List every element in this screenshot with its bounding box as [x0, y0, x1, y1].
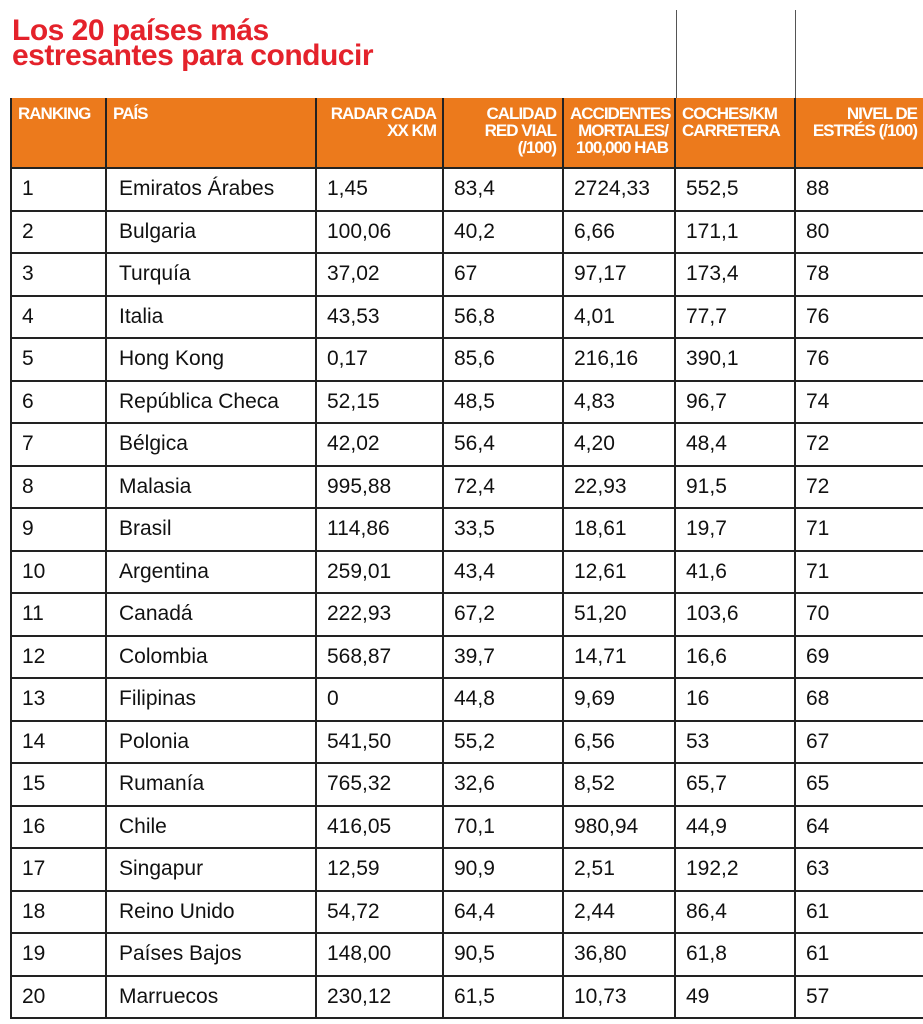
coches-cell: 49: [675, 976, 795, 1019]
table-row: [11, 508, 923, 551]
ranking-cell: 2: [11, 211, 106, 254]
table-row: [11, 848, 923, 891]
radar-cell: 541,50: [316, 721, 443, 764]
calidad-cell: 43,4: [443, 551, 563, 594]
calidad-cell: 56,8: [443, 296, 563, 339]
pais-cell: Marruecos: [106, 976, 316, 1019]
calidad-cell: 67,2: [443, 593, 563, 636]
calidad-cell: 48,5: [443, 381, 563, 424]
calidad-cell: 55,2: [443, 721, 563, 764]
coches-cell: 390,1: [675, 338, 795, 381]
estres-cell: 61: [795, 933, 923, 976]
ranking-cell: 16: [11, 806, 106, 849]
coches-cell: 173,4: [675, 253, 795, 296]
radar-cell: 1,45: [316, 168, 443, 211]
coches-cell: 171,1: [675, 211, 795, 254]
radar-cell: 222,93: [316, 593, 443, 636]
table-row: [11, 168, 923, 211]
coches-cell: 44,9: [675, 806, 795, 849]
calidad-cell: 72,4: [443, 466, 563, 509]
pais-cell: Argentina: [106, 551, 316, 594]
ranking-cell: 19: [11, 933, 106, 976]
accidentes-cell: 9,69: [563, 678, 675, 721]
calidad-cell: 90,5: [443, 933, 563, 976]
accidentes-cell: 18,61: [563, 508, 675, 551]
accidentes-cell: 4,20: [563, 423, 675, 466]
header-calidad-red-vial: CALIDAD RED VIAL (/100): [443, 98, 563, 168]
estres-cell: 67: [795, 721, 923, 764]
accidentes-cell: 10,73: [563, 976, 675, 1019]
coches-cell: 86,4: [675, 891, 795, 934]
ranking-cell: 12: [11, 636, 106, 679]
accidentes-cell: 51,20: [563, 593, 675, 636]
estres-cell: 61: [795, 891, 923, 934]
ranking-cell: 1: [11, 168, 106, 211]
header-pais: PAÍS: [106, 98, 316, 168]
radar-cell: 416,05: [316, 806, 443, 849]
coches-cell: 53: [675, 721, 795, 764]
estres-cell: 71: [795, 551, 923, 594]
radar-cell: 54,72: [316, 891, 443, 934]
coches-cell: 91,5: [675, 466, 795, 509]
calidad-cell: 32,6: [443, 763, 563, 806]
coches-cell: 192,2: [675, 848, 795, 891]
title-line-2: estresantes para conducir: [12, 39, 373, 72]
calidad-cell: 70,1: [443, 806, 563, 849]
coches-cell: 77,7: [675, 296, 795, 339]
calidad-cell: 64,4: [443, 891, 563, 934]
accidentes-cell: 36,80: [563, 933, 675, 976]
accidentes-cell: 2,44: [563, 891, 675, 934]
pais-cell: Chile: [106, 806, 316, 849]
estres-cell: 70: [795, 593, 923, 636]
table-body: [11, 168, 923, 1018]
ranking-cell: 9: [11, 508, 106, 551]
ranking-cell: 20: [11, 976, 106, 1019]
calidad-cell: 83,4: [443, 168, 563, 211]
pais-cell: República Checa: [106, 381, 316, 424]
pais-cell: Turquía: [106, 253, 316, 296]
calidad-cell: 33,5: [443, 508, 563, 551]
calidad-cell: 40,2: [443, 211, 563, 254]
header-radar: RADAR CADA XX KM: [316, 98, 443, 168]
estres-cell: 71: [795, 508, 923, 551]
accidentes-cell: 97,17: [563, 253, 675, 296]
ranking-cell: 14: [11, 721, 106, 764]
estres-cell: 76: [795, 296, 923, 339]
calidad-cell: 85,6: [443, 338, 563, 381]
pais-cell: Polonia: [106, 721, 316, 764]
pais-cell: Hong Kong: [106, 338, 316, 381]
pais-cell: Países Bajos: [106, 933, 316, 976]
ranking-cell: 4: [11, 296, 106, 339]
ranking-cell: 3: [11, 253, 106, 296]
coches-cell: 19,7: [675, 508, 795, 551]
ranking-cell: 11: [11, 593, 106, 636]
coches-cell: 552,5: [675, 168, 795, 211]
table-row: [11, 211, 923, 254]
calidad-cell: 67: [443, 253, 563, 296]
radar-cell: 148,00: [316, 933, 443, 976]
estres-cell: 72: [795, 466, 923, 509]
radar-cell: 12,59: [316, 848, 443, 891]
table-row: [11, 806, 923, 849]
pais-cell: Bulgaria: [106, 211, 316, 254]
estres-cell: 65: [795, 763, 923, 806]
estres-cell: 76: [795, 338, 923, 381]
table-row: [11, 678, 923, 721]
estres-cell: 57: [795, 976, 923, 1019]
radar-cell: 100,06: [316, 211, 443, 254]
ranking-cell: 5: [11, 338, 106, 381]
table-row: [11, 296, 923, 339]
radar-cell: 259,01: [316, 551, 443, 594]
pais-cell: Rumanía: [106, 763, 316, 806]
radar-cell: 37,02: [316, 253, 443, 296]
ranking-cell: 8: [11, 466, 106, 509]
accidentes-cell: 2724,33: [563, 168, 675, 211]
radar-cell: 42,02: [316, 423, 443, 466]
table-row: [11, 381, 923, 424]
table-row: [11, 593, 923, 636]
ranking-cell: 18: [11, 891, 106, 934]
accidentes-cell: 6,56: [563, 721, 675, 764]
header-row: [11, 98, 923, 168]
pais-cell: Malasia: [106, 466, 316, 509]
pais-cell: Emiratos Árabes: [106, 168, 316, 211]
table-row: [11, 721, 923, 764]
pais-cell: Canadá: [106, 593, 316, 636]
table-row: [11, 636, 923, 679]
accidentes-cell: 14,71: [563, 636, 675, 679]
accidentes-cell: 22,93: [563, 466, 675, 509]
accidentes-cell: 2,51: [563, 848, 675, 891]
coches-cell: 16: [675, 678, 795, 721]
table-row: [11, 466, 923, 509]
stress-ranking-table: [10, 98, 923, 1019]
coches-cell: 65,7: [675, 763, 795, 806]
table-row: [11, 253, 923, 296]
pais-cell: Bélgica: [106, 423, 316, 466]
table-row: [11, 891, 923, 934]
estres-cell: 88: [795, 168, 923, 211]
radar-cell: 568,87: [316, 636, 443, 679]
coches-cell: 48,4: [675, 423, 795, 466]
pais-cell: Filipinas: [106, 678, 316, 721]
coches-cell: 41,6: [675, 551, 795, 594]
radar-cell: 52,15: [316, 381, 443, 424]
header-coches-km: COCHES/KM CARRETERA: [675, 98, 795, 168]
accidentes-cell: 4,83: [563, 381, 675, 424]
pais-cell: Colombia: [106, 636, 316, 679]
pais-cell: Italia: [106, 296, 316, 339]
estres-cell: 78: [795, 253, 923, 296]
calidad-cell: 90,9: [443, 848, 563, 891]
accidentes-cell: 4,01: [563, 296, 675, 339]
ranking-cell: 17: [11, 848, 106, 891]
accidentes-cell: 216,16: [563, 338, 675, 381]
calidad-cell: 56,4: [443, 423, 563, 466]
table-row: [11, 763, 923, 806]
radar-cell: 114,86: [316, 508, 443, 551]
coches-cell: 61,8: [675, 933, 795, 976]
top-divider-line: [795, 10, 796, 98]
estres-cell: 63: [795, 848, 923, 891]
ranking-cell: 7: [11, 423, 106, 466]
header-accidentes-mortales: ACCIDENTES MORTALES/ 100,000 HAB: [563, 98, 675, 168]
table-row: [11, 338, 923, 381]
pais-cell: Singapur: [106, 848, 316, 891]
table-row: [11, 933, 923, 976]
calidad-cell: 61,5: [443, 976, 563, 1019]
radar-cell: 43,53: [316, 296, 443, 339]
header-ranking: RANKING: [11, 98, 106, 168]
pais-cell: Reino Unido: [106, 891, 316, 934]
ranking-cell: 13: [11, 678, 106, 721]
table-row: [11, 551, 923, 594]
accidentes-cell: 8,52: [563, 763, 675, 806]
coches-cell: 103,6: [675, 593, 795, 636]
radar-cell: 765,32: [316, 763, 443, 806]
estres-cell: 80: [795, 211, 923, 254]
table-title: [12, 14, 373, 72]
calidad-cell: 39,7: [443, 636, 563, 679]
ranking-cell: 6: [11, 381, 106, 424]
ranking-cell: 15: [11, 763, 106, 806]
radar-cell: 0,17: [316, 338, 443, 381]
radar-cell: 230,12: [316, 976, 443, 1019]
accidentes-cell: 980,94: [563, 806, 675, 849]
coches-cell: 96,7: [675, 381, 795, 424]
accidentes-cell: 6,66: [563, 211, 675, 254]
header-nivel-estres: NIVEL DE ESTRÉS (/100): [795, 98, 923, 168]
title-line-1: Los 20 países más: [12, 14, 269, 47]
estres-cell: 68: [795, 678, 923, 721]
estres-cell: 64: [795, 806, 923, 849]
radar-cell: 995,88: [316, 466, 443, 509]
estres-cell: 72: [795, 423, 923, 466]
ranking-cell: 10: [11, 551, 106, 594]
accidentes-cell: 12,61: [563, 551, 675, 594]
calidad-cell: 44,8: [443, 678, 563, 721]
radar-cell: 0: [316, 678, 443, 721]
pais-cell: Brasil: [106, 508, 316, 551]
table-row: [11, 423, 923, 466]
estres-cell: 69: [795, 636, 923, 679]
top-divider-line: [676, 10, 677, 98]
estres-cell: 74: [795, 381, 923, 424]
table-row: [11, 976, 923, 1019]
coches-cell: 16,6: [675, 636, 795, 679]
